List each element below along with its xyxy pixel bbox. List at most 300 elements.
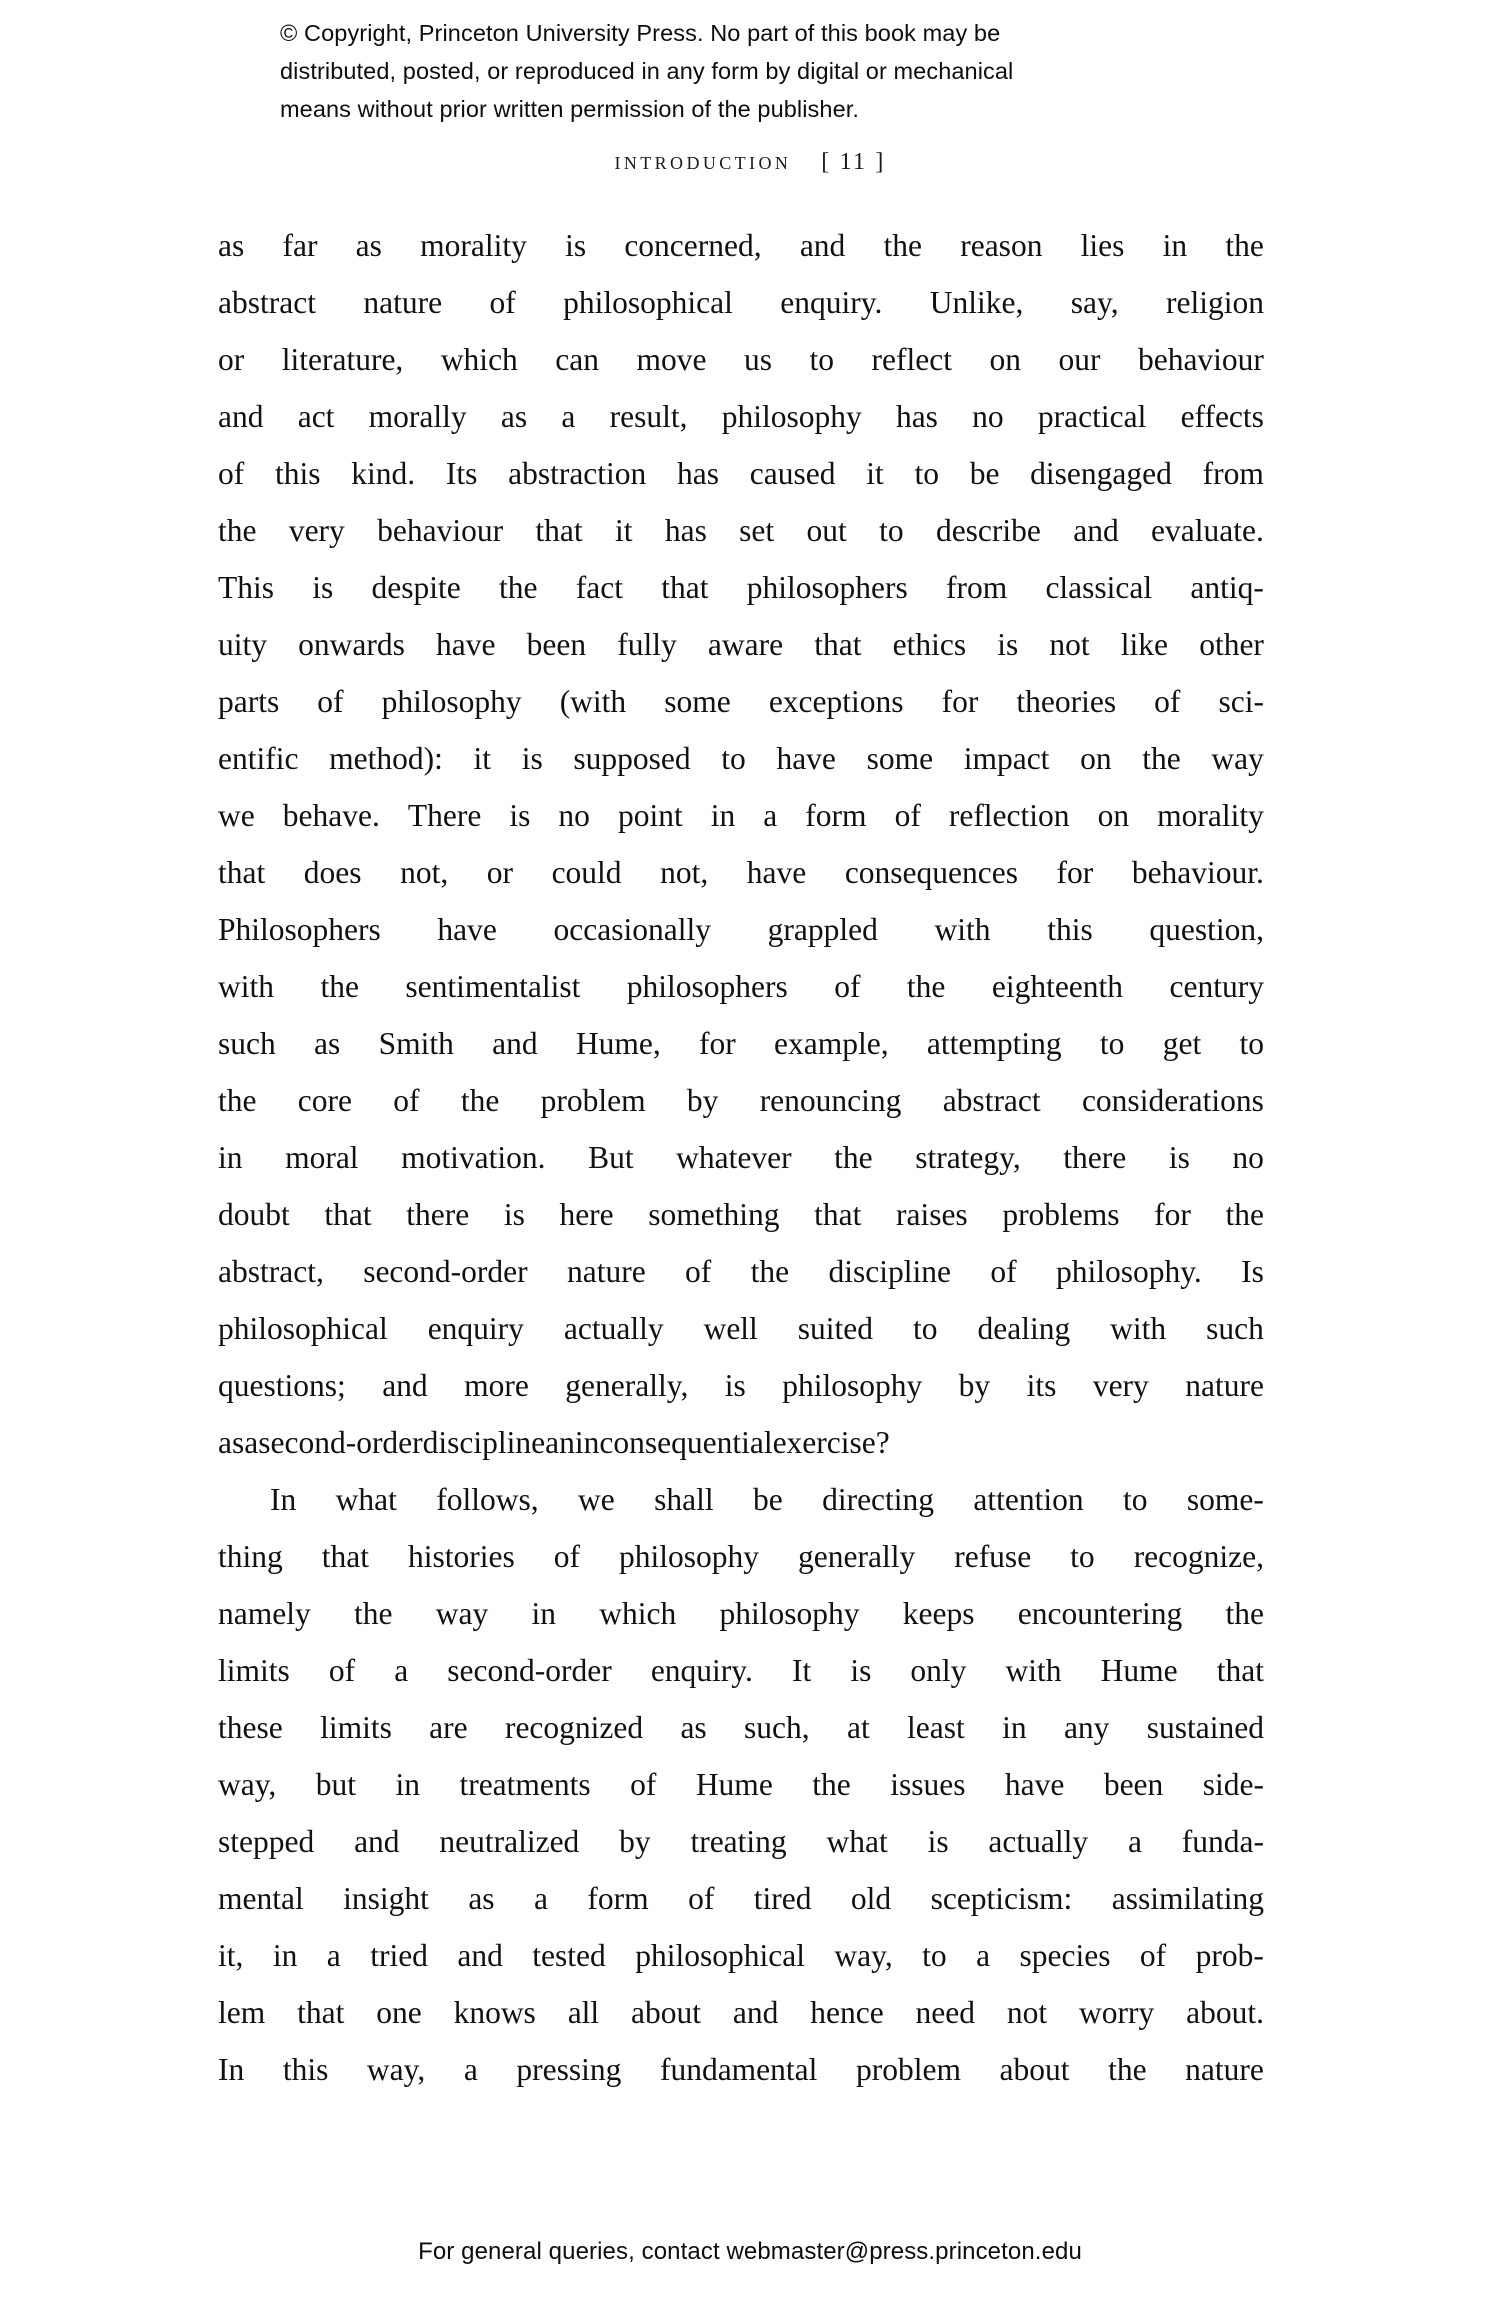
text-word: keeps — [902, 1596, 975, 1631]
text-word: these — [218, 1710, 283, 1745]
text-word: like — [1120, 627, 1169, 662]
text-word: no — [558, 798, 590, 833]
text-word: renouncing — [759, 1083, 902, 1118]
text-word: recognize, — [1133, 1539, 1264, 1574]
text-word: fact — [575, 570, 623, 605]
text-word: stepped — [218, 1824, 315, 1859]
text-word: about — [631, 1995, 702, 2030]
text-word: with — [1110, 1311, 1167, 1346]
text-word: it, — [218, 1938, 244, 1973]
text-word: suited — [797, 1311, 874, 1346]
footer-queries-note: For general queries, contact webmaster@press.princeton.edu — [418, 2238, 1082, 2265]
text-word: literature, — [281, 342, 404, 377]
text-word: could — [551, 855, 622, 890]
text-word: has — [664, 513, 707, 548]
text-word: kind. — [351, 456, 416, 491]
text-word: it — [473, 741, 492, 776]
text-line — [218, 456, 1264, 513]
text-word: is — [521, 741, 543, 776]
text-word: is — [927, 1824, 949, 1859]
text-line — [218, 342, 1264, 399]
text-word: generally — [798, 1539, 916, 1574]
text-word: as — [680, 1710, 707, 1745]
text-word: has — [677, 456, 720, 491]
text-word: with — [1005, 1653, 1062, 1688]
text-word: effects — [1180, 399, 1264, 434]
text-word: it — [866, 456, 884, 491]
text-word: we — [577, 1482, 615, 1517]
text-word: raises — [895, 1197, 968, 1232]
text-line — [218, 1026, 1264, 1083]
text-line — [218, 741, 1264, 798]
text-word: by — [958, 1368, 991, 1403]
text-word: entific — [218, 741, 299, 776]
text-word: scepticism: — [930, 1881, 1073, 1916]
text-word: of — [553, 1539, 581, 1574]
text-word: reason — [960, 228, 1043, 263]
text-word: the — [1142, 741, 1181, 776]
text-word: any — [1063, 1710, 1110, 1745]
text-word: or — [218, 342, 245, 377]
text-word: exercise? — [772, 1425, 890, 1460]
text-word: In — [270, 1482, 297, 1517]
text-word: lies — [1080, 228, 1125, 263]
text-line — [218, 1368, 1264, 1425]
text-word: is — [509, 798, 531, 833]
text-word: of — [834, 969, 861, 1004]
text-word: act — [297, 399, 335, 434]
text-word: something — [648, 1197, 780, 1232]
text-word: occasionally — [553, 912, 711, 947]
text-word: follows, — [436, 1482, 539, 1517]
text-word: abstract, — [218, 1254, 324, 1289]
text-word: as — [468, 1881, 495, 1916]
text-word: of — [1139, 1938, 1167, 1973]
text-word: inconsequential — [574, 1425, 773, 1460]
text-line — [218, 228, 1264, 285]
text-word: the — [1225, 1197, 1264, 1232]
text-word: set — [739, 513, 775, 548]
text-word: insight — [343, 1881, 429, 1916]
text-word: example, — [774, 1026, 889, 1061]
text-word: way, — [218, 1767, 277, 1802]
text-line — [218, 1311, 1264, 1368]
text-word: a — [1127, 1824, 1142, 1859]
text-word: but — [315, 1767, 357, 1802]
text-word: Smith — [378, 1026, 454, 1061]
text-line — [218, 684, 1264, 741]
text-word: an — [545, 1425, 575, 1460]
text-word: such — [1206, 1311, 1264, 1346]
text-word: are — [429, 1710, 468, 1745]
text-word: problem — [540, 1083, 646, 1118]
text-word: of — [489, 285, 516, 320]
text-word: in — [395, 1767, 420, 1802]
text-word: the — [460, 1083, 500, 1118]
running-head-title: introduction — [614, 148, 792, 175]
text-word: been — [526, 627, 587, 662]
text-word: as — [500, 399, 528, 434]
copyright-notice — [280, 14, 1240, 128]
text-word: tested — [532, 1938, 606, 1973]
text-word: only — [910, 1653, 967, 1688]
text-word: one — [376, 1995, 422, 2030]
text-line — [218, 1140, 1264, 1197]
text-word: for — [699, 1026, 736, 1061]
text-word: eighteenth — [991, 969, 1124, 1004]
text-word: of — [218, 456, 245, 491]
text-word: not — [1049, 627, 1090, 662]
text-word: histories — [408, 1539, 515, 1574]
text-word: assimilating — [1111, 1881, 1264, 1916]
text-word: In — [218, 2052, 245, 2087]
text-word: of — [328, 1653, 356, 1688]
text-word: this — [274, 456, 321, 491]
text-word: here — [559, 1197, 614, 1232]
text-word: century — [1169, 969, 1264, 1004]
text-word: the — [834, 1140, 873, 1175]
text-word: form — [805, 798, 867, 833]
text-word: tried — [370, 1938, 428, 1973]
text-word: issues — [890, 1767, 966, 1802]
text-word: get — [1162, 1026, 1202, 1061]
text-word: far — [282, 228, 318, 263]
text-word: reflection — [948, 798, 1070, 833]
text-word: to — [721, 741, 746, 776]
text-word: to — [914, 456, 939, 491]
text-word: have — [1004, 1767, 1065, 1802]
text-line — [218, 1881, 1264, 1938]
text-word: of — [317, 684, 344, 719]
text-word: onwards — [298, 627, 405, 662]
text-word: sustained — [1146, 1710, 1264, 1745]
text-word: impact — [963, 741, 1050, 776]
text-word: It — [791, 1653, 812, 1688]
text-word: a — [326, 1938, 341, 1973]
text-word: no — [1232, 1140, 1264, 1175]
text-word: Hume — [695, 1767, 773, 1802]
text-line — [218, 285, 1264, 342]
text-line — [218, 1425, 1264, 1482]
text-word: to — [1123, 1482, 1148, 1517]
text-word: and — [382, 1368, 428, 1403]
text-word: reflect — [871, 342, 952, 377]
text-word: philosophy — [619, 1539, 760, 1574]
text-word: for — [1154, 1197, 1191, 1232]
text-word: species — [1019, 1938, 1111, 1973]
text-word: enquiry — [427, 1311, 524, 1346]
text-word: sci- — [1218, 684, 1264, 719]
text-word: whatever — [676, 1140, 792, 1175]
text-word: more — [464, 1368, 529, 1403]
text-word: of — [630, 1767, 657, 1802]
text-word: the — [1225, 1596, 1264, 1631]
text-word: all — [567, 1995, 600, 2030]
text-word: limits — [320, 1710, 392, 1745]
text-word: philosophers — [626, 969, 788, 1004]
text-word: that — [218, 855, 266, 890]
text-word: concerned, — [624, 228, 762, 263]
text-word: of — [393, 1083, 420, 1118]
text-word: that — [814, 627, 862, 662]
text-word: the — [750, 1254, 790, 1289]
text-line — [218, 1254, 1264, 1311]
text-line — [218, 1710, 1264, 1767]
text-word: evaluate. — [1151, 513, 1264, 548]
text-word: that — [1216, 1653, 1264, 1688]
text-word: in — [1162, 228, 1188, 263]
text-word: that — [321, 1539, 370, 1574]
text-word: say, — [1070, 285, 1119, 320]
text-word: which — [440, 342, 518, 377]
text-word: treating — [690, 1824, 787, 1859]
text-word: sentimentalist — [405, 969, 581, 1004]
text-word: way — [1211, 741, 1264, 776]
copyright-line: distributed, posted, or reproduced in any form by digital or mechanical — [280, 58, 1014, 84]
text-word: limits — [218, 1653, 290, 1688]
text-word: that — [297, 1995, 345, 2030]
text-word: such, — [744, 1710, 810, 1745]
text-word: there — [1063, 1140, 1127, 1175]
text-word: the — [353, 1596, 393, 1631]
text-word: philosophy — [381, 684, 522, 719]
text-word: its — [1026, 1368, 1057, 1403]
text-word: can — [555, 342, 600, 377]
text-word: with — [934, 912, 991, 947]
text-line — [218, 1482, 1264, 1539]
text-word: be — [969, 456, 1000, 491]
text-word: fully — [617, 627, 677, 662]
text-word: behave. — [282, 798, 380, 833]
running-head — [0, 148, 1500, 176]
text-word: generally, — [565, 1368, 689, 1403]
text-word: by — [686, 1083, 719, 1118]
text-word: for — [1056, 855, 1094, 890]
text-word: be — [752, 1482, 783, 1517]
text-word: supposed — [573, 741, 691, 776]
text-word: of — [1154, 684, 1181, 719]
text-word: not — [1006, 1995, 1048, 2030]
text-word: the — [499, 570, 538, 605]
text-word: us — [744, 342, 773, 377]
text-word: least — [907, 1710, 965, 1745]
text-word: abstract — [218, 285, 316, 320]
text-word: a — [561, 399, 576, 434]
text-word: old — [850, 1881, 892, 1916]
text-word: disengaged — [1030, 456, 1172, 491]
text-word: core — [297, 1083, 352, 1118]
text-line — [218, 1653, 1264, 1710]
text-word: been — [1103, 1767, 1164, 1802]
text-word: it — [615, 513, 633, 548]
text-word: morality — [420, 228, 527, 263]
text-line — [218, 399, 1264, 456]
text-word: lem — [218, 1995, 266, 2030]
text-word: some — [664, 684, 731, 719]
text-word: this — [282, 2052, 329, 2087]
text-word: theories — [1016, 684, 1117, 719]
text-word: very — [1092, 1368, 1149, 1403]
text-word: we — [218, 798, 255, 833]
text-word: the — [218, 1083, 257, 1118]
text-word: problems — [1002, 1197, 1120, 1232]
text-word: have — [776, 741, 836, 776]
text-line — [218, 1539, 1264, 1596]
text-word: nature — [1185, 2052, 1264, 2087]
text-word: caused — [749, 456, 836, 491]
text-word: philosophical — [635, 1938, 805, 1973]
text-word: motivation. — [401, 1140, 546, 1175]
text-word: what — [826, 1824, 888, 1859]
text-word: what — [335, 1482, 397, 1517]
text-word: of — [894, 798, 921, 833]
text-line — [218, 570, 1264, 627]
text-word: as — [218, 1425, 245, 1460]
text-word: result, — [609, 399, 688, 434]
text-word: as — [218, 228, 245, 263]
text-word: morally — [368, 399, 467, 434]
text-word: such — [218, 1026, 276, 1061]
text-word: point — [617, 798, 683, 833]
text-word: to — [809, 342, 835, 377]
text-word: prob- — [1195, 1938, 1264, 1973]
text-word: of — [685, 1254, 712, 1289]
text-word: is — [565, 228, 587, 263]
text-word: method): — [329, 741, 443, 776]
text-word: strategy, — [915, 1140, 1021, 1175]
text-line — [218, 1938, 1264, 1995]
text-word: second-order — [447, 1653, 612, 1688]
text-word: second-order — [258, 1425, 423, 1460]
text-word: and — [354, 1824, 400, 1859]
text-word: to — [1099, 1026, 1125, 1061]
text-word: which — [599, 1596, 677, 1631]
text-word: a — [394, 1653, 409, 1688]
text-word: There — [407, 798, 482, 833]
text-word: But — [588, 1140, 634, 1175]
text-word: a — [244, 1425, 259, 1460]
text-word: philosophical — [563, 285, 733, 320]
text-word: philosophy — [721, 399, 862, 434]
text-word: the — [1225, 228, 1264, 263]
text-word: discipline — [828, 1254, 951, 1289]
text-word: Hume, — [575, 1026, 661, 1061]
text-line — [218, 1767, 1264, 1824]
text-word: shall — [654, 1482, 714, 1517]
text-word: move — [636, 342, 707, 377]
text-word: aware — [707, 627, 784, 662]
text-word: there — [406, 1197, 470, 1232]
text-word: treatments — [459, 1767, 591, 1802]
text-word: tired — [753, 1881, 812, 1916]
text-word: considerations — [1081, 1083, 1264, 1118]
text-word: this — [1047, 912, 1093, 947]
text-word: ethics — [892, 627, 967, 662]
text-word: is — [850, 1653, 872, 1688]
text-line — [218, 1995, 1264, 2052]
text-word: does — [303, 855, 362, 890]
text-word: need — [915, 1995, 976, 2030]
text-word: to — [1070, 1539, 1095, 1574]
text-word: Its — [445, 456, 478, 491]
text-word: way, — [366, 2052, 426, 2087]
text-word: describe — [935, 513, 1041, 548]
text-word: the — [812, 1767, 851, 1802]
text-word: not, — [660, 855, 709, 890]
text-line — [218, 798, 1264, 855]
text-word: the — [883, 228, 923, 263]
text-word: pressing — [516, 2052, 622, 2087]
text-word: of — [990, 1254, 1017, 1289]
text-word: abstract — [942, 1083, 1041, 1118]
text-word: fundamental — [659, 2052, 818, 2087]
text-word: way, — [834, 1938, 893, 1973]
text-word: refuse — [954, 1539, 1032, 1574]
text-word: and — [218, 399, 264, 434]
text-word: namely — [218, 1596, 311, 1631]
text-word: attempting — [926, 1026, 1062, 1061]
text-word: side- — [1202, 1767, 1264, 1802]
text-word: no — [972, 399, 1004, 434]
text-word: to — [879, 513, 904, 548]
text-word: philosophy — [719, 1596, 860, 1631]
text-word: is — [312, 570, 334, 605]
text-word: and — [732, 1995, 779, 2030]
text-word: other — [1199, 627, 1264, 662]
text-word: a — [463, 2052, 478, 2087]
text-word: that — [661, 570, 709, 605]
text-word: a — [534, 1881, 548, 1916]
text-line — [218, 627, 1264, 684]
text-word: at — [846, 1710, 870, 1745]
text-word: uity — [218, 627, 268, 662]
text-word: nature — [1185, 1368, 1264, 1403]
text-word: attention — [973, 1482, 1084, 1517]
text-word: from — [945, 570, 1008, 605]
copyright-line: means without prior written permission of the publisher. — [280, 96, 860, 122]
text-word: classical — [1045, 570, 1153, 605]
text-word: and — [799, 228, 846, 263]
body-text — [218, 228, 1264, 2109]
text-word: the — [320, 969, 359, 1004]
text-word: is — [1168, 1140, 1190, 1175]
text-word: that — [814, 1197, 862, 1232]
text-word: enquiry. — [650, 1653, 753, 1688]
text-word: a — [976, 1938, 991, 1973]
text-word: and — [492, 1026, 538, 1061]
text-word: on — [989, 342, 1021, 377]
text-word: discipline — [422, 1425, 546, 1460]
text-word: as — [355, 228, 382, 263]
text-word: knows — [453, 1995, 536, 2030]
text-word: and — [1073, 513, 1119, 548]
text-word: out — [806, 513, 847, 548]
text-word: doubt — [218, 1197, 290, 1232]
text-word: to — [1239, 1026, 1264, 1061]
text-word: antiq- — [1190, 570, 1264, 605]
text-word: Philosophers — [218, 912, 381, 947]
text-word: thing — [218, 1539, 283, 1574]
text-word: grappled — [767, 912, 878, 947]
text-word: the — [906, 969, 946, 1004]
text-word: second-order — [363, 1254, 528, 1289]
text-word: well — [703, 1311, 758, 1346]
text-line — [218, 1083, 1264, 1140]
text-word: Unlike, — [929, 285, 1024, 320]
text-word: of — [688, 1881, 715, 1916]
text-word: have — [437, 912, 497, 947]
text-word: a — [763, 798, 778, 833]
